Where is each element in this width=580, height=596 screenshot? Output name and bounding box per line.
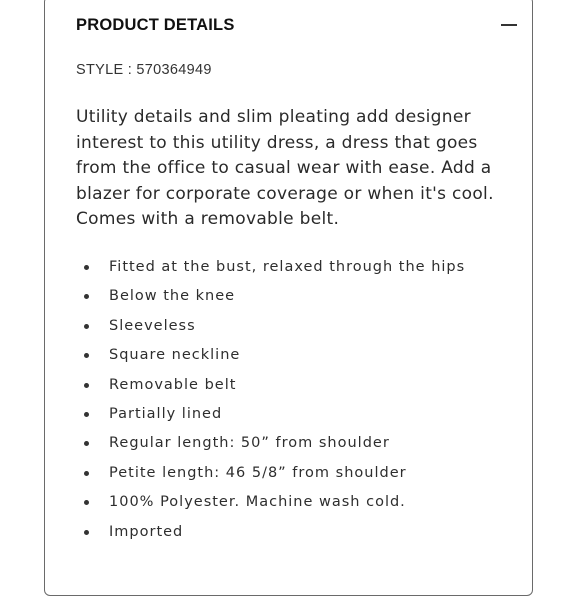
feature-item bbox=[76, 341, 465, 370]
feature-item bbox=[76, 312, 465, 341]
feature-item bbox=[76, 400, 465, 429]
feature-text: Square neckline bbox=[109, 347, 241, 364]
bullet-icon bbox=[84, 500, 89, 505]
feature-item bbox=[76, 429, 465, 458]
bullet-icon bbox=[84, 412, 89, 417]
collapse-button[interactable] bbox=[497, 12, 521, 38]
bullet-icon bbox=[84, 353, 89, 358]
feature-text: 100% Polyester. Machine wash cold. bbox=[109, 494, 406, 511]
bullet-icon bbox=[84, 294, 89, 299]
feature-text: Partially lined bbox=[109, 405, 223, 422]
minus-icon bbox=[501, 24, 517, 26]
product-description: Utility details and slim pleating add designer interest to this utility dress, a dress that goes from the office to casual wear with ease. Add a blazer for corporate coverage or when it's cool. Comes with a removable belt. bbox=[76, 107, 494, 230]
feature-list bbox=[76, 253, 465, 547]
accordion-header[interactable] bbox=[76, 11, 521, 41]
feature-text: Below the knee bbox=[109, 288, 236, 305]
bullet-icon bbox=[84, 265, 89, 270]
feature-item bbox=[76, 459, 465, 488]
bullet-icon bbox=[84, 383, 89, 388]
feature-item bbox=[76, 253, 465, 282]
bullet-icon bbox=[84, 441, 89, 446]
style-number: STYLE : 570364949 bbox=[76, 62, 212, 78]
bullet-icon bbox=[84, 471, 89, 476]
feature-text: Imported bbox=[109, 523, 184, 540]
feature-item bbox=[76, 282, 465, 311]
feature-text: Sleeveless bbox=[109, 317, 196, 334]
bullet-icon bbox=[84, 530, 89, 535]
feature-text: Fitted at the bust, relaxed through the hips bbox=[109, 259, 466, 275]
feature-item bbox=[76, 371, 465, 400]
section-title: PRODUCT DETAILS bbox=[76, 16, 235, 34]
product-details-panel bbox=[44, 0, 533, 596]
bullet-icon bbox=[84, 324, 89, 329]
feature-text: Petite length: 46 5/8” from shoulder bbox=[109, 464, 407, 481]
feature-item bbox=[76, 518, 465, 547]
feature-item bbox=[76, 488, 465, 517]
feature-text: Removable belt bbox=[109, 376, 237, 393]
feature-text: Regular length: 50” from shoulder bbox=[109, 435, 390, 452]
